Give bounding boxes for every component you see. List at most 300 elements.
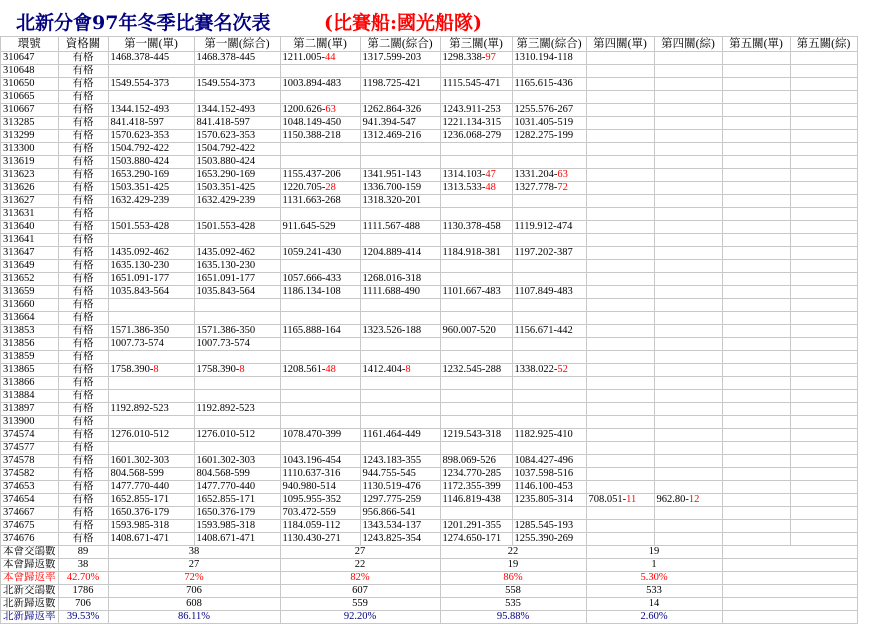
- ring-number: 374574: [3, 429, 35, 440]
- race-result-cell: [790, 364, 857, 377]
- table-row: [1, 403, 858, 416]
- table-row: [1, 455, 858, 468]
- table-row: [1, 130, 858, 143]
- race-result-cell: [790, 104, 857, 117]
- race-result-cell: [790, 286, 857, 299]
- ring-number-cell: [1, 78, 59, 91]
- race-result-cell: [194, 351, 280, 364]
- race-result-cell: [654, 429, 722, 442]
- race-result-cell: [194, 338, 280, 351]
- race-result-cell: [722, 234, 790, 247]
- result-value: 1501.553-428: [196, 221, 256, 232]
- race-result-cell: [440, 325, 512, 338]
- summary-value: 535: [440, 598, 586, 611]
- race-result-cell: [108, 130, 194, 143]
- qualification-cell: [58, 182, 108, 195]
- summary-label: 本會交鴿數: [1, 546, 59, 559]
- race-result-cell: [440, 494, 512, 507]
- race-result-cell: [360, 299, 440, 312]
- race-result-cell: [722, 403, 790, 416]
- race-result-cell: [194, 52, 280, 65]
- race-result-cell: [790, 390, 857, 403]
- ring-number: 313619: [3, 156, 35, 167]
- table-row: [1, 156, 858, 169]
- result-value: 1184.918-381: [442, 247, 501, 258]
- summary-value: 533: [586, 585, 722, 598]
- race-result-cell: [108, 416, 194, 429]
- race-result-cell: [440, 260, 512, 273]
- qualification-cell: [58, 195, 108, 208]
- race-result-cell: [722, 208, 790, 221]
- race-result-cell: [360, 455, 440, 468]
- race-result-cell: [790, 247, 857, 260]
- qualification-cell: [58, 338, 108, 351]
- race-result-cell: [360, 351, 440, 364]
- race-result-cell: [440, 130, 512, 143]
- race-result-cell: [722, 520, 790, 533]
- table-row: [1, 65, 858, 78]
- qualification-status: 有格: [72, 468, 94, 479]
- qualification-cell: [58, 403, 108, 416]
- race-result-cell: [586, 507, 654, 520]
- race-result-cell: [654, 325, 722, 338]
- race-result-cell: [790, 273, 857, 286]
- race-result-cell: [440, 182, 512, 195]
- race-result-cell: [440, 533, 512, 546]
- race-result-cell: [108, 351, 194, 364]
- race-result-cell: [108, 468, 194, 481]
- table-row: [1, 91, 858, 104]
- race-result-cell: [722, 416, 790, 429]
- race-result-cell: [360, 442, 440, 455]
- summary-value: 559: [280, 598, 440, 611]
- race-result-cell: [722, 156, 790, 169]
- summary-empty-cell: [722, 559, 857, 572]
- qualification-status: 有格: [72, 403, 94, 414]
- ring-number: 313853: [3, 325, 35, 336]
- ring-number: 374653: [3, 481, 35, 492]
- race-result-cell: [440, 221, 512, 234]
- column-header: 第三關(單): [440, 37, 512, 52]
- race-result-cell: [108, 208, 194, 221]
- result-value: 1312.469-216: [362, 130, 422, 141]
- summary-row: [1, 611, 858, 624]
- race-result-cell: [108, 104, 194, 117]
- highlighted-rank: 8: [153, 364, 159, 375]
- race-result-cell: [722, 117, 790, 130]
- race-result-cell: [108, 429, 194, 442]
- race-result-cell: [194, 455, 280, 468]
- result-value: 1192.892-523: [196, 403, 255, 414]
- ring-number-cell: [1, 182, 59, 195]
- result-value: 1344.152-493: [196, 104, 256, 115]
- table-body: [1, 52, 858, 624]
- result-value: 940.980-514: [282, 481, 336, 492]
- race-result-cell: [654, 130, 722, 143]
- highlighted-rank: 44: [324, 52, 336, 63]
- ring-number-cell: [1, 104, 59, 117]
- result-value: 1758.390-: [110, 364, 154, 375]
- result-value: 1651.091-177: [196, 273, 256, 284]
- result-value: 1130.519-476: [362, 481, 421, 492]
- result-value: 1758.390-: [196, 364, 240, 375]
- ring-number-cell: [1, 169, 59, 182]
- qualification-status: 有格: [72, 520, 94, 531]
- qualification-cell: [58, 533, 108, 546]
- race-result-cell: [512, 65, 586, 78]
- qualification-status: 有格: [72, 156, 94, 167]
- race-result-cell: [108, 260, 194, 273]
- race-result-cell: [722, 312, 790, 325]
- qualification-cell: [58, 377, 108, 390]
- race-result-cell: [654, 208, 722, 221]
- race-result-cell: [654, 507, 722, 520]
- page-subtitle: (比賽船:國光船隊): [324, 12, 482, 34]
- result-value: 1313.533-: [442, 182, 486, 193]
- race-result-cell: [790, 442, 857, 455]
- race-result-cell: [790, 299, 857, 312]
- table-header: [1, 37, 858, 52]
- race-result-cell: [790, 533, 857, 546]
- race-result-cell: [654, 468, 722, 481]
- race-result-cell: [194, 299, 280, 312]
- race-result-cell: [790, 208, 857, 221]
- race-result-cell: [280, 65, 360, 78]
- result-value: 1150.388-218: [282, 130, 341, 141]
- race-result-cell: [722, 52, 790, 65]
- result-value: 1549.554-373: [196, 78, 256, 89]
- result-value: 911.645-529: [282, 221, 336, 232]
- qualification-cell: [58, 429, 108, 442]
- result-value: 1501.553-428: [110, 221, 170, 232]
- result-value: 1653.290-169: [196, 169, 256, 180]
- ring-number-cell: [1, 403, 59, 416]
- race-result-cell: [280, 481, 360, 494]
- race-result-cell: [512, 156, 586, 169]
- race-result-cell: [360, 286, 440, 299]
- race-result-cell: [108, 169, 194, 182]
- summary-value: 706: [58, 598, 108, 611]
- race-result-cell: [790, 130, 857, 143]
- race-result-cell: [512, 377, 586, 390]
- ring-number-cell: [1, 156, 59, 169]
- result-value: 804.568-599: [196, 468, 250, 479]
- race-result-cell: [586, 468, 654, 481]
- result-value: 1650.376-179: [196, 507, 256, 518]
- result-value: 1571.386-350: [110, 325, 170, 336]
- qualification-cell: [58, 156, 108, 169]
- race-result-cell: [512, 234, 586, 247]
- race-result-cell: [722, 78, 790, 91]
- result-value: 1468.378-445: [196, 52, 256, 63]
- table-row: [1, 312, 858, 325]
- table-row: [1, 117, 858, 130]
- race-result-cell: [280, 494, 360, 507]
- qualification-cell: [58, 273, 108, 286]
- race-result-cell: [654, 143, 722, 156]
- race-result-cell: [586, 312, 654, 325]
- race-result-cell: [722, 429, 790, 442]
- race-result-cell: [512, 494, 586, 507]
- race-result-cell: [440, 65, 512, 78]
- table-row: [1, 260, 858, 273]
- race-result-cell: [512, 533, 586, 546]
- summary-empty-cell: [722, 585, 857, 598]
- race-result-cell: [512, 325, 586, 338]
- race-result-cell: [722, 143, 790, 156]
- race-result-cell: [360, 260, 440, 273]
- qualification-cell: [58, 221, 108, 234]
- qualification-status: 有格: [72, 247, 94, 258]
- result-value: 1078.470-399: [282, 429, 342, 440]
- race-result-cell: [360, 169, 440, 182]
- race-result-cell: [790, 494, 857, 507]
- race-result-cell: [512, 117, 586, 130]
- result-value: 1503.880-424: [196, 156, 256, 167]
- result-value: 1146.819-438: [442, 494, 501, 505]
- result-value: 1172.355-399: [442, 481, 501, 492]
- race-result-cell: [586, 429, 654, 442]
- race-result-cell: [722, 299, 790, 312]
- race-result-cell: [194, 143, 280, 156]
- ring-number: 313285: [3, 117, 35, 128]
- result-value: 1201.291-355: [442, 520, 502, 531]
- race-result-cell: [654, 403, 722, 416]
- qualification-status: 有格: [72, 312, 94, 323]
- ring-number-cell: [1, 520, 59, 533]
- race-result-cell: [512, 468, 586, 481]
- ring-number: 313631: [3, 208, 35, 219]
- result-value: 1651.091-177: [110, 273, 170, 284]
- race-result-cell: [722, 533, 790, 546]
- race-result-cell: [194, 247, 280, 260]
- result-value: 1652.855-171: [110, 494, 170, 505]
- race-result-cell: [360, 52, 440, 65]
- race-result-cell: [512, 182, 586, 195]
- race-result-cell: [654, 377, 722, 390]
- race-result-cell: [280, 442, 360, 455]
- qualification-status: 有格: [72, 533, 94, 544]
- race-result-cell: [790, 338, 857, 351]
- race-result-cell: [586, 247, 654, 260]
- summary-value: 608: [108, 598, 280, 611]
- race-result-cell: [108, 338, 194, 351]
- race-result-cell: [108, 78, 194, 91]
- race-result-cell: [360, 403, 440, 416]
- race-result-cell: [194, 481, 280, 494]
- race-result-cell: [440, 273, 512, 286]
- ring-number-cell: [1, 468, 59, 481]
- result-value: 962.80-: [656, 494, 689, 505]
- highlighted-rank: 63: [325, 104, 336, 115]
- summary-empty-cell: [722, 598, 857, 611]
- ring-number: 313649: [3, 260, 35, 271]
- race-result-cell: [194, 78, 280, 91]
- race-result-cell: [280, 390, 360, 403]
- qualification-cell: [58, 325, 108, 338]
- race-result-cell: [108, 65, 194, 78]
- race-result-cell: [722, 364, 790, 377]
- qualification-cell: [58, 507, 108, 520]
- race-result-cell: [654, 234, 722, 247]
- summary-value: 19: [440, 559, 586, 572]
- column-header: 第三關(綜合): [512, 37, 586, 52]
- race-result-cell: [790, 156, 857, 169]
- race-result-cell: [440, 52, 512, 65]
- column-header: 環號: [1, 37, 59, 52]
- race-result-cell: [440, 481, 512, 494]
- race-result-cell: [654, 455, 722, 468]
- result-value: 1297.775-259: [362, 494, 422, 505]
- race-result-cell: [440, 234, 512, 247]
- ring-number-cell: [1, 143, 59, 156]
- result-value: 1243.911-253: [442, 104, 501, 115]
- ring-number: 313664: [3, 312, 35, 323]
- race-result-cell: [108, 403, 194, 416]
- race-result-cell: [108, 234, 194, 247]
- qualification-cell: [58, 104, 108, 117]
- summary-label: 本會歸返數: [1, 559, 59, 572]
- ring-number: 313647: [3, 247, 35, 258]
- ring-number: 374578: [3, 455, 35, 466]
- race-result-cell: [790, 221, 857, 234]
- race-result-cell: [654, 247, 722, 260]
- result-value: 1200.626-: [282, 104, 326, 115]
- highlighted-rank: 12: [688, 494, 700, 505]
- summary-value: 1: [586, 559, 722, 572]
- race-result-cell: [360, 364, 440, 377]
- race-result-cell: [654, 494, 722, 507]
- result-value: 1282.275-199: [514, 130, 574, 141]
- column-header: 第五關(綜): [790, 37, 857, 52]
- qualification-status: 有格: [72, 338, 94, 349]
- race-result-cell: [194, 312, 280, 325]
- table-row: [1, 533, 858, 546]
- result-value: 1317.599-203: [362, 52, 422, 63]
- result-value: 1343.534-137: [362, 520, 422, 531]
- race-result-cell: [586, 52, 654, 65]
- result-value: 1110.637-316: [282, 468, 341, 479]
- highlighted-rank: 11: [626, 494, 637, 505]
- race-result-cell: [440, 208, 512, 221]
- result-value: 1635.130-230: [196, 260, 256, 271]
- result-value: 708.051-: [588, 494, 627, 505]
- summary-value: 95.88%: [440, 611, 586, 624]
- result-value: 1156.671-442: [514, 325, 573, 336]
- result-value: 1435.092-462: [110, 247, 170, 258]
- race-result-cell: [586, 494, 654, 507]
- qualification-status: 有格: [72, 442, 94, 453]
- result-value: 1220.705-: [282, 182, 326, 193]
- column-header: 第四關(單): [586, 37, 654, 52]
- qualification-status: 有格: [72, 208, 94, 219]
- race-result-cell: [280, 195, 360, 208]
- race-result-cell: [722, 481, 790, 494]
- race-result-cell: [280, 286, 360, 299]
- ring-number-cell: [1, 247, 59, 260]
- qualification-cell: [58, 130, 108, 143]
- race-result-cell: [280, 338, 360, 351]
- qualification-cell: [58, 117, 108, 130]
- race-result-cell: [108, 247, 194, 260]
- result-value: 1197.202-387: [514, 247, 573, 258]
- race-result-cell: [108, 455, 194, 468]
- race-result-cell: [722, 455, 790, 468]
- race-result-cell: [108, 273, 194, 286]
- summary-empty-cell: [722, 546, 857, 559]
- race-result-cell: [280, 78, 360, 91]
- result-value: 1477.770-440: [110, 481, 170, 492]
- ring-number-cell: [1, 195, 59, 208]
- race-result-cell: [280, 455, 360, 468]
- race-result-cell: [790, 481, 857, 494]
- ring-number: 313866: [3, 377, 35, 388]
- race-result-cell: [440, 468, 512, 481]
- race-result-cell: [280, 169, 360, 182]
- race-result-cell: [512, 442, 586, 455]
- result-value: 1632.429-239: [196, 195, 256, 206]
- race-result-cell: [512, 364, 586, 377]
- race-result-cell: [194, 468, 280, 481]
- ring-number: 313652: [3, 273, 35, 284]
- race-result-cell: [360, 156, 440, 169]
- ring-number-cell: [1, 377, 59, 390]
- race-result-cell: [108, 286, 194, 299]
- result-value: 1477.770-440: [196, 481, 256, 492]
- result-value: 1336.700-159: [362, 182, 422, 193]
- summary-value: 42.70%: [58, 572, 108, 585]
- race-result-cell: [654, 533, 722, 546]
- race-result-cell: [360, 338, 440, 351]
- qualification-status: 有格: [72, 364, 94, 375]
- race-result-cell: [654, 156, 722, 169]
- qualification-cell: [58, 494, 108, 507]
- race-result-cell: [360, 494, 440, 507]
- race-result-cell: [512, 78, 586, 91]
- race-result-cell: [440, 377, 512, 390]
- race-result-cell: [194, 65, 280, 78]
- summary-value: 607: [280, 585, 440, 598]
- race-result-cell: [722, 507, 790, 520]
- race-result-cell: [790, 234, 857, 247]
- result-value: 1549.554-373: [110, 78, 170, 89]
- race-result-cell: [512, 299, 586, 312]
- ring-number-cell: [1, 65, 59, 78]
- result-value: 1314.103-: [442, 169, 486, 180]
- race-result-cell: [280, 520, 360, 533]
- highlighted-rank: 97: [485, 52, 496, 63]
- table-row: [1, 234, 858, 247]
- result-value: 1468.378-445: [110, 52, 170, 63]
- ring-number: 313626: [3, 182, 35, 193]
- ring-number-cell: [1, 52, 59, 65]
- race-result-cell: [512, 390, 586, 403]
- column-header: 第一關(單): [108, 37, 194, 52]
- highlighted-rank: 48: [485, 182, 496, 193]
- race-result-cell: [194, 507, 280, 520]
- race-result-cell: [586, 104, 654, 117]
- qualification-status: 有格: [72, 390, 94, 401]
- qualification-cell: [58, 520, 108, 533]
- result-value: 1276.010-512: [196, 429, 256, 440]
- race-result-cell: [360, 247, 440, 260]
- race-result-cell: [722, 65, 790, 78]
- race-result-cell: [586, 390, 654, 403]
- race-result-cell: [280, 325, 360, 338]
- race-result-cell: [586, 273, 654, 286]
- highlighted-rank: 8: [239, 364, 245, 375]
- race-result-cell: [194, 91, 280, 104]
